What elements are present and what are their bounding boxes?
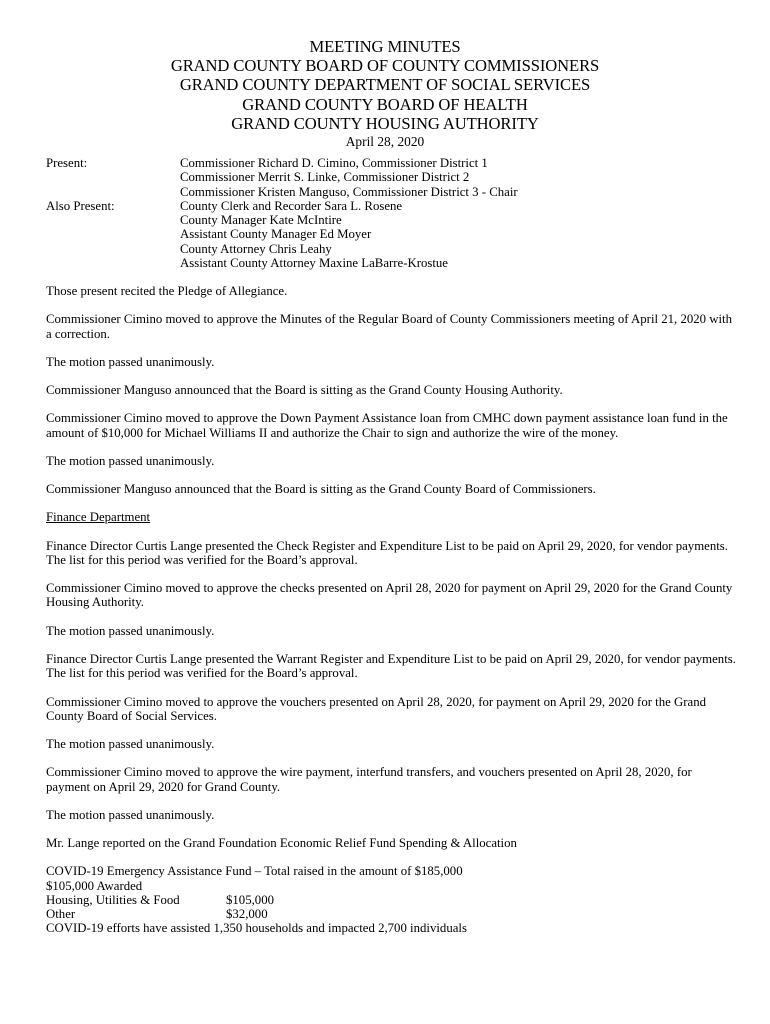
header-board-of-commissioners: GRAND COUNTY BOARD OF COUNTY COMMISSIONERS	[170, 56, 600, 76]
attendance-label: Present:	[46, 156, 88, 170]
minutes-body	[46, 284, 736, 935]
header-housing-authority: GRAND COUNTY HOUSING AUTHORITY	[231, 113, 539, 133]
fund-allocation-label: Other	[46, 907, 76, 922]
attendance-row	[46, 256, 518, 270]
header-board-of-health: GRAND COUNTY BOARD OF HEALTH	[242, 94, 528, 114]
meeting-date: April 28, 2020	[345, 134, 425, 150]
fund-impact-summary: COVID-19 efforts have assisted 1,350 households and impacted 2,700 individuals	[46, 921, 467, 936]
vouchers-approval-motion: Commissioner Cimino moved to approve the vouchers presented on April 28, 2020, for payment on April 29, 2020 for the Grand County Board of Social Services.	[46, 694, 706, 723]
attendance-label	[46, 242, 180, 256]
attendance-list	[46, 156, 518, 270]
attendance-row	[46, 156, 518, 170]
fund-allocation-amount: $105,000	[226, 892, 274, 907]
attendee-name: Commissioner Richard D. Cimino, Commissioner District 1	[180, 156, 488, 170]
fund-allocation-amount: $32,000	[226, 907, 268, 922]
header-social-services: GRAND COUNTY DEPARTMENT OF SOCIAL SERVICES	[179, 75, 591, 95]
checks-approval-motion: Commissioner Cimino moved to approve the checks presented on April 28, 2020 for payment on April 29, 2020 for the Grand County Housing Authority.	[46, 581, 733, 610]
motion-result: The motion passed unanimously.	[46, 453, 215, 468]
fund-allocation-row	[46, 907, 736, 921]
attendance-label	[46, 213, 180, 227]
attendee-name: County Clerk and Recorder Sara L. Rosene	[180, 198, 403, 213]
attendance-label: Also Present:	[46, 198, 115, 213]
warrant-register-paragraph: Finance Director Curtis Lange presented the Warrant Register and Expenditure List to be paid on April 29, 2020, for vendor payments. The list for this period was verified for the Board’s approval.	[46, 652, 736, 681]
motion-result: The motion passed unanimously.	[46, 354, 215, 369]
attendance-row	[46, 170, 518, 184]
emergency-fund-summary	[46, 864, 736, 935]
attendance-row	[46, 185, 518, 199]
attendee-name: Assistant County Attorney Maxine LaBarre-Krostue	[180, 256, 448, 271]
finance-department-heading: Finance Department	[46, 510, 151, 525]
attendance-label	[46, 227, 180, 241]
attendee-name: Assistant County Manager Ed Moyer	[180, 227, 372, 242]
motion-result: The motion passed unanimously.	[46, 737, 215, 752]
attendance-row	[46, 227, 518, 241]
attendance-row	[46, 213, 518, 227]
document-header	[0, 37, 770, 150]
down-payment-loan-motion: Commissioner Cimino moved to approve the Down Payment Assistance loan from CMHC down payment assistance loan fund in the amount of $10,000 for Michael Williams II and authorize the Chair to sign and authorize the wire of the money.	[46, 411, 728, 440]
motion-result: The motion passed unanimously.	[46, 623, 215, 638]
fund-allocation-label: Housing, Utilities & Food	[46, 892, 180, 907]
board-of-commissioners-announcement: Commissioner Manguso announced that the Board is sitting as the Grand County Board of Commissioners.	[46, 482, 596, 497]
minutes-approval-motion: Commissioner Cimino moved to approve the Minutes of the Regular Board of County Commissioners meeting of April 21, 2020 with a correction.	[46, 312, 732, 341]
fund-awarded: $105,000 Awarded	[46, 878, 143, 893]
fund-title: COVID-19 Emergency Assistance Fund – Total raised in the amount of $185,000	[46, 864, 463, 879]
housing-authority-announcement: Commissioner Manguso announced that the Board is sitting as the Grand County Housing Authority.	[46, 383, 563, 398]
fund-allocation-row	[46, 893, 736, 907]
pledge-paragraph: Those present recited the Pledge of Allegiance.	[46, 284, 288, 298]
attendance-label	[46, 256, 180, 270]
check-register-paragraph: Finance Director Curtis Lange presented the Check Register and Expenditure List to be paid on April 29, 2020, for vendor payments. The list for this period was verified for the Board’s approval.	[46, 538, 728, 567]
attendance-row	[46, 199, 518, 213]
relief-fund-report: Mr. Lange reported on the Grand Foundation Economic Relief Fund Spending & Allocation	[46, 836, 517, 851]
header-title: MEETING MINUTES	[309, 37, 461, 56]
attendee-name: County Manager Kate McIntire	[180, 213, 342, 228]
attendee-name: County Attorney Chris Leahy	[180, 241, 332, 256]
attendee-name: Commissioner Merrit S. Linke, Commissioner District 2	[180, 170, 470, 185]
attendee-name: Commissioner Kristen Manguso, Commissioner District 3 - Chair	[180, 184, 518, 199]
attendance-label	[46, 170, 180, 184]
attendance-label	[46, 185, 180, 199]
attendance-row	[46, 242, 518, 256]
motion-result: The motion passed unanimously.	[46, 807, 215, 822]
wire-payment-motion: Commissioner Cimino moved to approve the wire payment, interfund transfers, and vouchers presented on April 28, 2020, for payment on April 29, 2020 for Grand County.	[46, 765, 692, 794]
